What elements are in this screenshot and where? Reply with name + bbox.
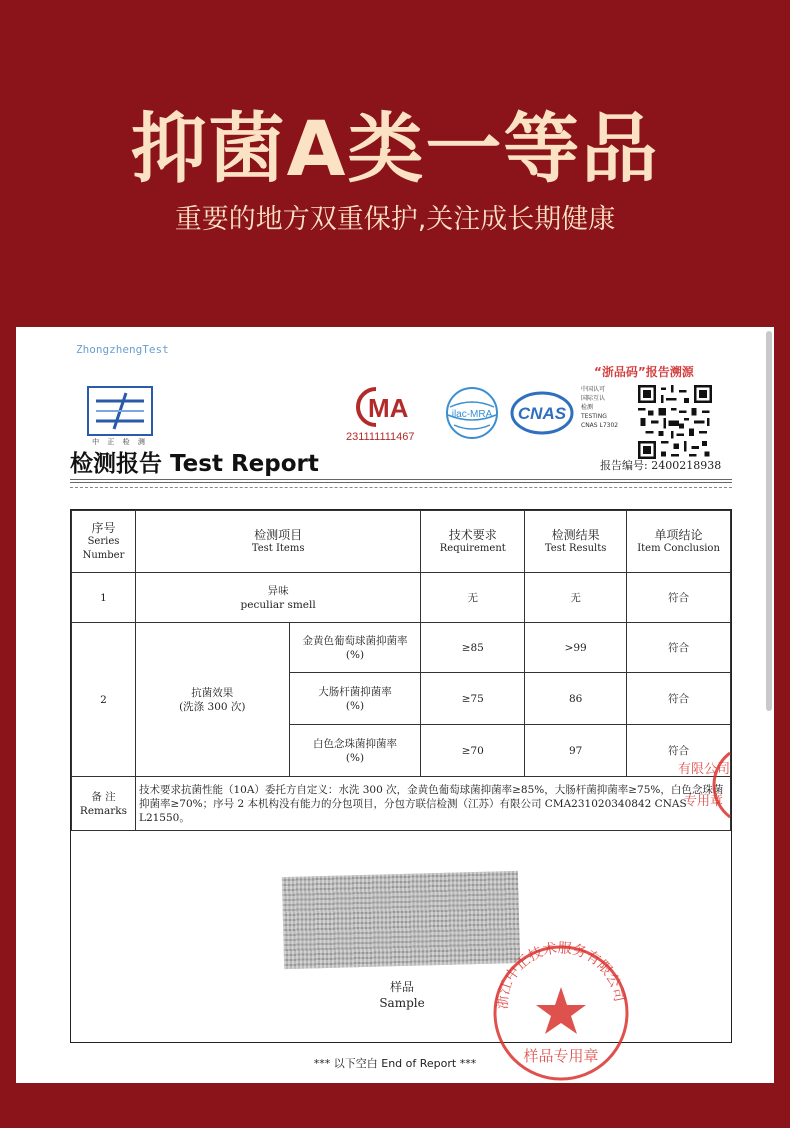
sample-label-en: Sample [379, 996, 425, 1010]
scrollbar[interactable] [766, 331, 772, 711]
hero-title: 抑菌A类一等品 [130, 104, 660, 193]
hero-subtitle: 重要的地方双重保护,关注成长期健康 [174, 204, 616, 235]
svg-text:MA: MA [368, 393, 409, 423]
ilac-mra-icon [444, 385, 500, 441]
svg-text:ilac-MRA: ilac-MRA [451, 409, 493, 420]
svg-text:浙江中正技术服务有限公司: 浙江中正技术服务有限公司 [494, 940, 628, 1010]
cma-mark-icon [346, 385, 422, 429]
zhongzheng-logo-icon [86, 385, 154, 437]
cnas-logo-icon [510, 391, 574, 435]
svg-text:样品专用章: 样品专用章 [523, 1047, 599, 1065]
logo-caption: 中 正 检 测 [92, 438, 148, 446]
table-row: 1 异味 peculiar smell 无 无 符合 [72, 573, 731, 623]
report-number: 报告编号: 2400218938 [600, 459, 722, 472]
sample-seal-stamp-icon [486, 935, 636, 1083]
qr-trace-title: “浙品码”报告溯源 [594, 365, 694, 379]
header-item: 检测项目 Test Items [135, 511, 420, 573]
heading-divider-dashed [70, 487, 732, 488]
report-heading-en: Test Report [170, 451, 319, 477]
table-header-row [72, 511, 731, 573]
qr-code-icon[interactable] [638, 385, 712, 459]
header-results: 检测结果 Test Results [525, 511, 627, 573]
svg-text:专用章: 专用章 [684, 794, 724, 809]
header-seq: 序号 Series Number [72, 511, 136, 573]
report-heading [70, 445, 319, 478]
heading-divider [70, 479, 732, 483]
table-row: 白色念珠菌抑菌率 (%) ≥70 97 符合 [72, 725, 731, 777]
test-report-document [16, 327, 774, 1083]
table-row: 2 抗菌效果 (洗涤 300 次) 金黄色葡萄球菌抑菌率 (%) ≥85 >99 符合 [72, 623, 731, 673]
header-requirement: 技术要求 Requirement [421, 511, 525, 573]
company-stamp-partial-icon [670, 749, 736, 821]
report-heading-cn: 检测报告 [70, 451, 162, 477]
header-conclusion: 单项结论 Item Conclusion [627, 511, 731, 573]
svg-text:有限公司: 有限公司 [678, 762, 731, 777]
antibacterial-group: 抗菌效果 (洗涤 300 次) [135, 623, 289, 777]
remarks-label: 备 注 Remarks [72, 777, 136, 831]
remarks-row [72, 777, 731, 831]
cma-number: 231111111467 [346, 431, 415, 443]
sample-fabric-image [282, 871, 520, 969]
brand-watermark: ZhongzhengTest [76, 343, 169, 356]
remarks-text: 技术要求抗菌性能（10A）委托方自定义：水洗 300 次，金黄色葡萄球菌抑菌率≥85%，大肠杆菌抑菌率≥75%，白色念珠菌抑菌率≥70%；序号 2 本机构没有能力的分包项目，分包方联信检测（江苏）有限公司 CMA231020340842 CNAS L21550。 [135, 777, 730, 831]
table-row: 大肠杆菌抑菌率 (%) ≥75 86 符合 [72, 673, 731, 725]
svg-text:CNAS: CNAS [517, 404, 567, 423]
cnas-info: 中国认可 国际互认 检测 TESTING CNAS L7302 [581, 386, 619, 429]
end-of-report: *** 以下空白 End of Report *** [313, 1057, 477, 1070]
results-table [71, 510, 731, 831]
sample-label-cn: 样品 [389, 980, 414, 994]
